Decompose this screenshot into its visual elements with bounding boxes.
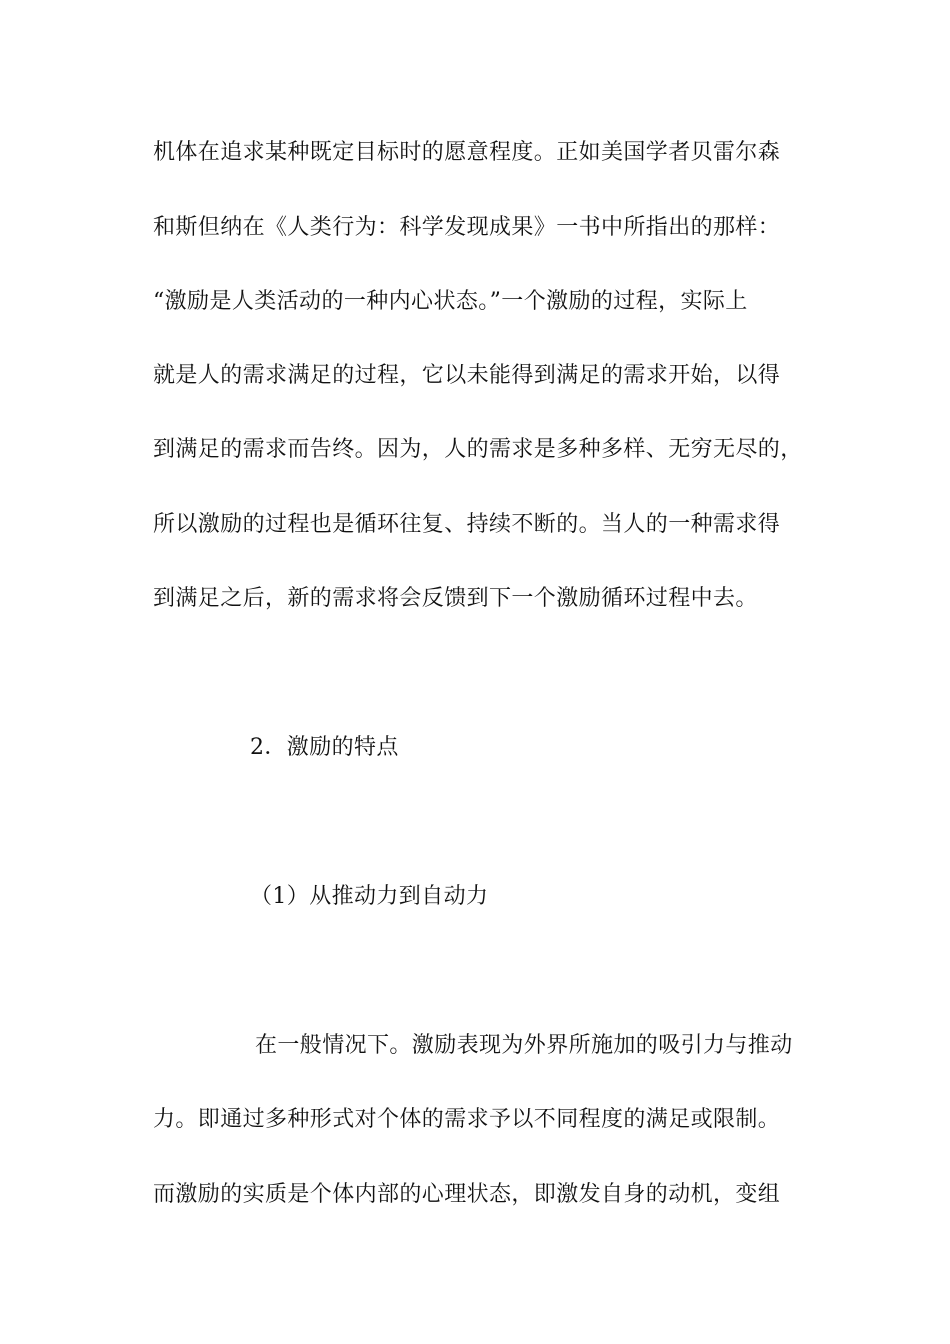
paragraph-line: 机体在追求某种既定目标时的愿意程度。正如美国学者贝雷尔森 xyxy=(153,140,781,165)
subsection-heading: （1）从推动力到自动力 xyxy=(250,884,489,909)
paragraph-line: 到满足的需求而告终。因为，人的需求是多种多样、无穷无尽的， xyxy=(153,437,803,462)
paragraph-line: 所以激励的过程也是循环往复、持续不断的。当人的一种需求得 xyxy=(153,512,781,537)
paragraph-line: “激励是人类活动的一种内心状态。”一个激励的过程，实际上 xyxy=(153,289,748,314)
paragraph-line: 而激励的实质是个体内部的心理状态，即激发自身的动机，变组 xyxy=(153,1182,781,1207)
paragraph-line: 力。即通过多种形式对个体的需求予以不同程度的满足或限制。 xyxy=(153,1107,781,1132)
section-heading: 2．激励的特点 xyxy=(250,735,399,760)
paragraph-line: 就是人的需求满足的过程，它以未能得到满足的需求开始，以得 xyxy=(153,363,781,388)
paragraph-line: 和斯但纳在《人类行为：科学发现成果》一书中所指出的那样： xyxy=(153,215,781,240)
paragraph-line: 到满足之后，新的需求将会反馈到下一个激励循环过程中去。 xyxy=(153,586,758,611)
paragraph-line: 在一般情况下。激励表现为外界所施加的吸引力与推动 xyxy=(255,1033,793,1058)
